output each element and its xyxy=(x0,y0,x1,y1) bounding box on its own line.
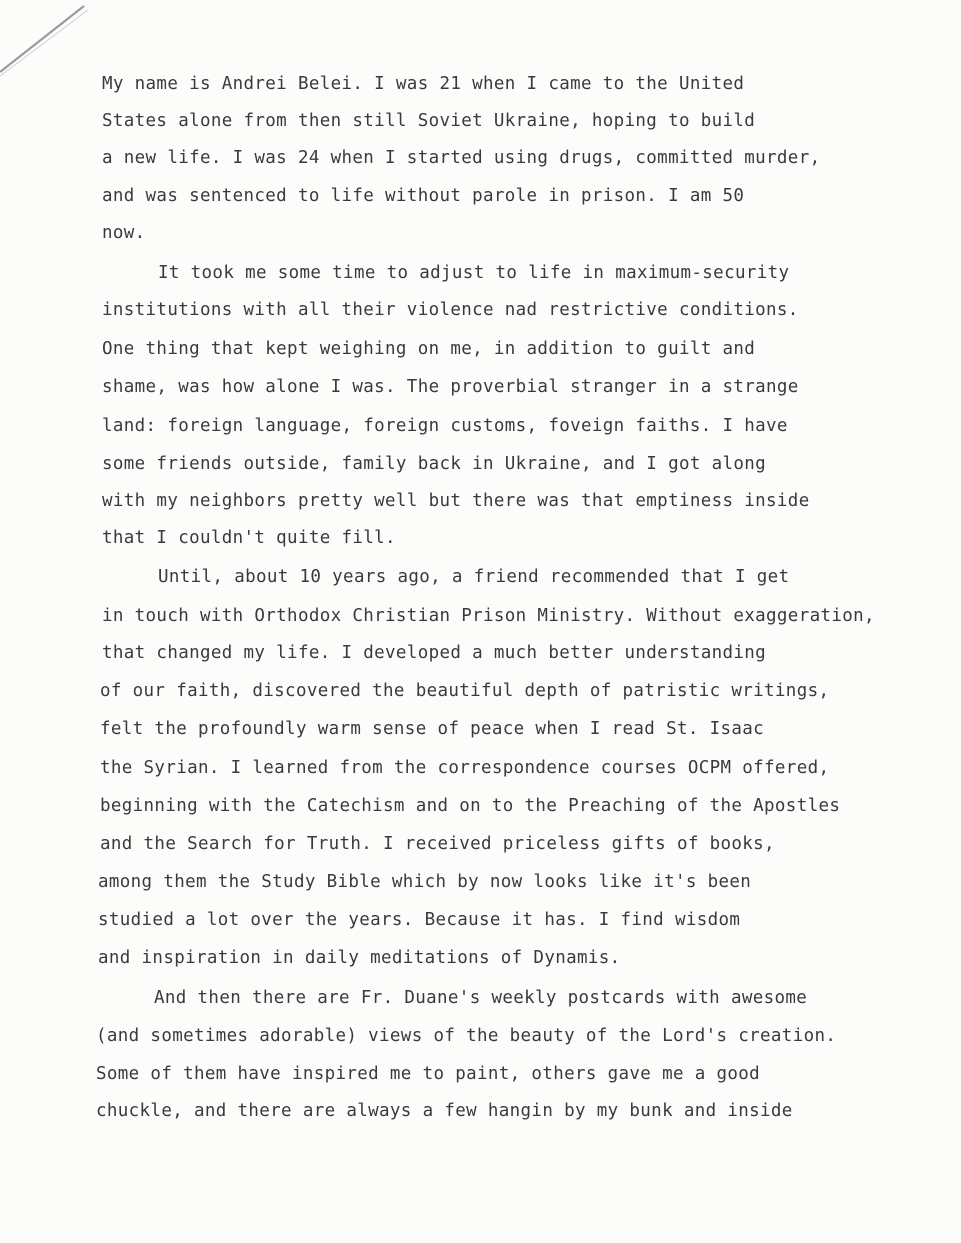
text-line: among them the Study Bible which by now looks like it's been xyxy=(98,872,752,892)
text-line: One thing that kept weighing on me, in addition to guilt and xyxy=(102,339,756,359)
text-line: shame, was how alone I was. The proverbial stranger in a strange xyxy=(102,377,799,397)
text-line: now. xyxy=(102,223,146,243)
text-line: and was sentenced to life without parole in prison. I am 50 xyxy=(102,186,745,206)
text-line: and the Search for Truth. I received priceless gifts of books, xyxy=(100,834,775,854)
text-line: felt the profoundly warm sense of peace when I read St. Isaac xyxy=(100,719,765,739)
text-line: the Syrian. I learned from the correspondence courses OCPM offered, xyxy=(100,758,830,778)
text-line: land: foreign language, foreign customs, foveign faiths. I have xyxy=(102,416,788,436)
text-line: Until, about 10 years ago, a friend recommended that I get xyxy=(158,567,790,587)
text-line: institutions with all their violence nad restrictive conditions. xyxy=(102,300,799,320)
text-line: chuckle, and there are always a few hangin by my bunk and inside xyxy=(96,1101,793,1121)
text-line: It took me some time to adjust to life in maximum-security xyxy=(158,263,790,283)
text-line: that I couldn't quite fill. xyxy=(102,528,396,548)
text-line: studied a lot over the years. Because it has. I find wisdom xyxy=(98,910,741,930)
text-line: with my neighbors pretty well but there was that emptiness inside xyxy=(102,491,810,511)
text-line: And then there are Fr. Duane's weekly postcards with awesome xyxy=(154,988,808,1008)
text-line: and inspiration in daily meditations of Dynamis. xyxy=(98,948,621,968)
text-line: that changed my life. I developed a much better understanding xyxy=(102,643,767,663)
text-line: some friends outside, family back in Ukraine, and I got along xyxy=(102,454,767,474)
text-line: States alone from then still Soviet Ukraine, hoping to build xyxy=(102,111,756,131)
text-line: a new life. I was 24 when I started using drugs, committed murder, xyxy=(102,148,821,168)
text-line: (and sometimes adorable) views of the beauty of the Lord's creation. xyxy=(96,1026,837,1046)
text-line: Some of them have inspired me to paint, others gave me a good xyxy=(96,1064,761,1084)
text-line: beginning with the Catechism and on to the Preaching of the Apostles xyxy=(100,796,841,816)
text-line: My name is Andrei Belei. I was 21 when I came to the United xyxy=(102,74,745,94)
text-line: in touch with Orthodox Christian Prison Ministry. Without exaggeration, xyxy=(102,606,875,626)
text-line: of our faith, discovered the beautiful depth of patristic writings, xyxy=(100,681,830,701)
